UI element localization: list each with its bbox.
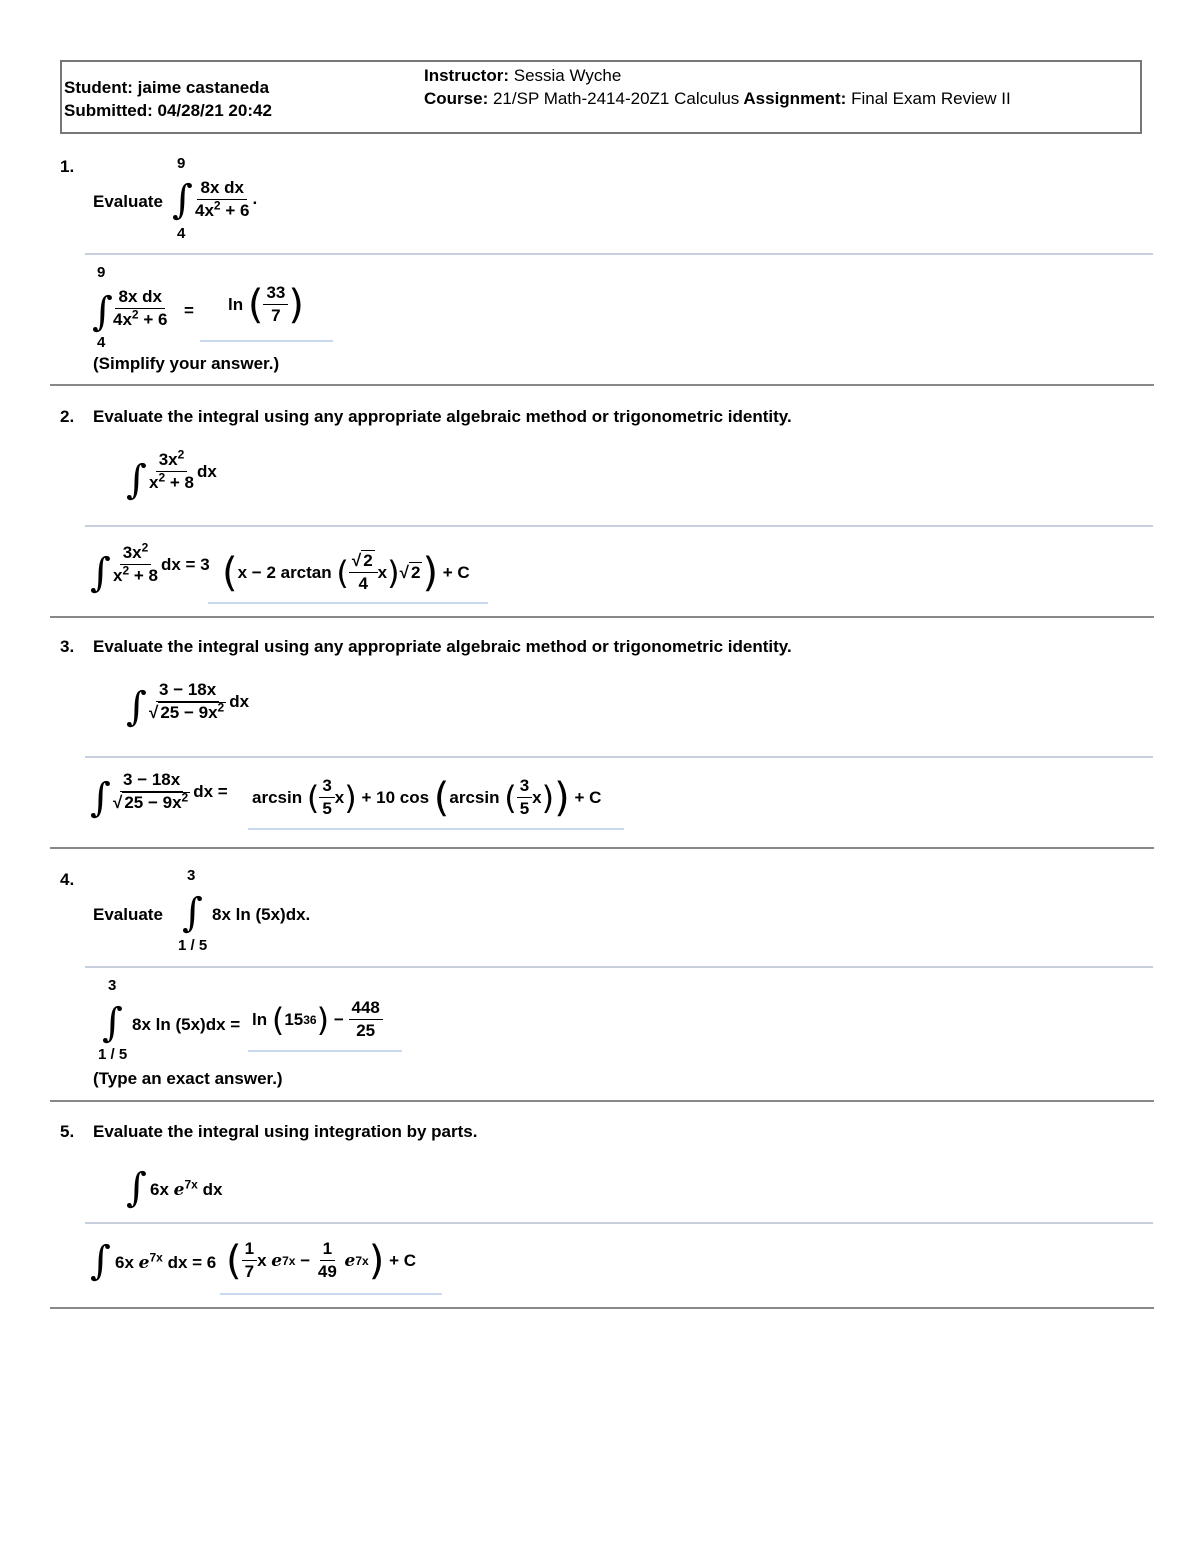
q1-ans-den-base: 4x — [113, 310, 132, 329]
q2-num-base: 3x — [158, 450, 178, 469]
q3-frac1-den: 5 — [322, 799, 332, 818]
q3-ans-integrand — [110, 770, 228, 813]
q1-prompt: Evaluate — [93, 192, 163, 211]
q4-ans-integrand: 8x ln (5x)dx = — [132, 1015, 241, 1034]
q1-ans-integral-sign: ∫ — [92, 289, 113, 335]
q5-number: 5. — [60, 1122, 75, 1141]
q5-lp: ( — [226, 1237, 242, 1284]
q2-root-sign: √ — [399, 562, 409, 582]
instructor-label: Instructor: — [424, 66, 509, 85]
q5-coef: 6x — [150, 1180, 169, 1199]
q1-ans-upper-limit: 9 — [97, 264, 106, 281]
q3-answer-underline — [248, 828, 624, 830]
q1-ans-den-exp: 2 — [131, 307, 139, 322]
q2-den-rest: + 8 — [165, 473, 194, 492]
q3-lp1: ( — [306, 778, 320, 817]
q5-exp: 7x — [184, 1177, 198, 1192]
q5-frac2-den: 49 — [317, 1262, 337, 1281]
q3-ans-rad-base: 25 − 9x — [124, 793, 182, 812]
q3-frac1-num: 3 — [319, 776, 334, 798]
q4-ans-integral-sign: ∫ — [102, 1000, 123, 1046]
q3-lp3: ( — [504, 778, 517, 817]
header-box — [60, 60, 1142, 134]
q3-dx: dx — [229, 691, 250, 711]
q4-integrand: 8x ln (5x)dx. — [212, 905, 311, 924]
q1-separator — [85, 253, 1153, 255]
q4-answer-num: 448 — [349, 998, 383, 1020]
q2-answer-x: x — [377, 562, 388, 582]
q3-end-separator — [50, 847, 1154, 849]
q4-answer-den: 25 — [356, 1021, 376, 1040]
q2-separator — [85, 525, 1153, 527]
q5-ans-coef: 6x — [115, 1253, 134, 1272]
q4-hint: (Type an exact answer.) — [93, 1069, 283, 1088]
q2-sqrt-sign: √ — [351, 551, 362, 570]
submitted-date: 04/28/21 20:42 — [157, 101, 272, 120]
q2-answer[interactable] — [222, 551, 470, 594]
q4-upper-limit: 3 — [187, 867, 196, 884]
q3-ans-eq: dx = — [193, 781, 228, 801]
q2-ans-den-base: x — [113, 566, 123, 585]
q1-end-separator — [50, 384, 1154, 386]
q3-rad-exp: 2 — [217, 700, 225, 715]
q2-integrand — [146, 447, 217, 493]
q2-outer-left-paren: ( — [222, 549, 238, 596]
q2-ans-integrand — [110, 540, 210, 586]
q1-numerator: 8x dx — [197, 178, 246, 200]
assignment-label: Assignment: — [743, 89, 847, 108]
q4-number: 4. — [60, 870, 75, 889]
q1-right-paren: ) — [288, 281, 304, 328]
q2-ans-num-exp: 2 — [141, 540, 149, 555]
q4-ans-lower-limit: 1 / 5 — [98, 1046, 128, 1063]
q3-ans-integral-sign: ∫ — [90, 775, 111, 821]
q2-frac-num: 2 — [363, 551, 373, 570]
q5-answer-minus: − — [300, 1250, 311, 1270]
q2-ans-eq: dx = 3 — [161, 554, 210, 574]
q5-prompt: Evaluate the integral using integration by parts. — [93, 1122, 478, 1141]
q5-ans-eq: dx = 6 — [167, 1253, 217, 1272]
course-info — [424, 64, 1084, 110]
q1-den-base: 4x — [195, 201, 214, 220]
q1-den-exp: 2 — [213, 198, 221, 213]
q2-ans-integral-sign: ∫ — [90, 550, 111, 596]
q1-answer-den: 7 — [271, 306, 281, 325]
q5-ans-integral-sign: ∫ — [90, 1238, 111, 1284]
instructor-name: Sessia Wyche — [513, 66, 622, 85]
student-info — [64, 76, 272, 122]
q2-den-base: x — [149, 473, 159, 492]
q2-outer-right-paren: ) — [422, 549, 439, 596]
q3-frac2-num: 3 — [517, 776, 532, 798]
student-name: jaime castaneda — [137, 78, 270, 97]
q1-period: . — [252, 188, 258, 208]
q1-number: 1. — [60, 157, 75, 176]
q5-answer-underline — [220, 1293, 442, 1295]
q3-lp2: ( — [433, 774, 450, 821]
q3-ans-rad-exp: 2 — [181, 790, 189, 805]
q1-answer[interactable] — [228, 283, 304, 326]
q3-x2: x — [532, 787, 542, 807]
q4-end-separator — [50, 1100, 1154, 1102]
q5-integrand — [150, 1177, 223, 1200]
q4-rp: ) — [316, 1000, 330, 1039]
q1-lower-limit: 4 — [177, 225, 186, 242]
q1-equals: = — [184, 301, 194, 320]
q3-integral-sign: ∫ — [126, 684, 147, 730]
q4-answer-underline — [248, 1050, 402, 1052]
q3-ans-numerator: 3 − 18x — [120, 770, 183, 792]
q5-ans-e: e — [138, 1253, 150, 1273]
q1-integral-sign: ∫ — [172, 177, 193, 223]
q5-e: e — [173, 1180, 185, 1200]
q1-answer-fn: ln — [228, 294, 244, 314]
q5-end-separator — [50, 1307, 1154, 1309]
q5-integral-sign: ∫ — [126, 1165, 147, 1211]
q3-answer[interactable] — [252, 776, 601, 819]
q1-upper-limit: 9 — [177, 155, 186, 172]
q1-left-paren: ( — [247, 281, 264, 328]
q2-ans-den-exp: 2 — [122, 563, 130, 578]
q3-ans-root-sign: √ — [113, 793, 123, 812]
q4-answer-minus: − — [333, 1009, 344, 1029]
q3-integrand — [146, 680, 249, 723]
q2-inner-left-paren: ( — [336, 553, 349, 592]
q5-answer-e2: e — [344, 1250, 356, 1271]
q4-prompt: Evaluate — [93, 905, 163, 924]
q5-ans-exp: 7x — [149, 1250, 163, 1265]
q1-ans-lower-limit: 4 — [97, 334, 106, 351]
q4-lower-limit: 1 / 5 — [178, 937, 208, 954]
q5-answer-e1: e — [271, 1250, 283, 1271]
q3-prompt: Evaluate the integral using any appropriate algebraic method or trigonometric identity. — [93, 637, 792, 656]
q3-number: 3. — [60, 637, 75, 656]
q4-answer[interactable]: ln ( 15 36 ) − $\frac{448}{25}$ — [252, 998, 383, 1041]
q3-answer-fn1: arcsin — [252, 787, 303, 807]
q5-frac1-num: 1 — [242, 1239, 257, 1261]
q2-num-exp: 2 — [177, 447, 185, 462]
q5-ans-integrand — [115, 1250, 217, 1273]
q3-answer-c: + C — [574, 787, 602, 807]
q3-x1: x — [334, 787, 345, 807]
q1-answer-num: 33 — [263, 283, 288, 305]
q4-integral-sign: ∫ — [182, 890, 203, 936]
q1-den-rest: + 6 — [220, 201, 250, 220]
q3-rp2: ) — [554, 774, 570, 821]
q2-root-value: 2 — [410, 562, 421, 582]
q3-frac2-den: 5 — [519, 799, 530, 818]
q2-ans-den-rest: + 8 — [129, 566, 158, 585]
q1-ans-den-rest: + 6 — [138, 310, 168, 329]
q2-end-separator — [50, 616, 1154, 618]
q3-separator — [85, 756, 1153, 758]
q1-answer-underline — [200, 340, 333, 342]
q3-den-root-sign: √ — [149, 703, 159, 722]
q3-rad-base: 25 − 9x — [160, 703, 218, 722]
q5-frac2-num: 1 — [320, 1239, 335, 1261]
q4-ans-upper-limit: 3 — [108, 977, 117, 994]
assignment-name: Final Exam Review II — [851, 89, 1011, 108]
q2-answer-part-a: x − 2 arctan — [237, 562, 332, 582]
course-label: Course: — [424, 89, 489, 108]
q2-answer-underline — [208, 602, 488, 604]
q2-den-exp: 2 — [158, 470, 166, 485]
q2-number: 2. — [60, 407, 75, 426]
q2-frac-den: 4 — [358, 574, 368, 593]
q3-rp3: ) — [541, 778, 555, 817]
q2-ans-num-base: 3x — [122, 543, 142, 562]
q1-integrand — [192, 178, 257, 221]
q4-answer-fn: ln — [252, 1009, 268, 1029]
course-name: 21/SP Math-2414-20Z1 Calculus — [492, 89, 740, 108]
q4-answer-base: 15 — [284, 1009, 304, 1029]
q1-ans-numerator: 8x dx — [115, 287, 164, 309]
q1-hint: (Simplify your answer.) — [93, 354, 280, 373]
q5-answer-c: + C — [389, 1250, 416, 1270]
q2-dx: dx — [197, 461, 217, 481]
q3-numerator: 3 − 18x — [156, 680, 219, 702]
q5-separator — [85, 1222, 1153, 1224]
q3-answer-fn2: arcsin — [449, 787, 500, 807]
submitted-label: Submitted: — [64, 101, 153, 120]
q1-ans-integrand — [110, 287, 170, 330]
q3-rp1: ) — [344, 778, 357, 817]
q2-answer-c: + C — [442, 562, 470, 582]
q3-answer-mid: + 10 cos — [361, 787, 430, 807]
q4-lp: ( — [271, 1000, 285, 1039]
q2-integral-sign: ∫ — [126, 457, 147, 503]
q5-frac1-den: 7 — [244, 1262, 255, 1281]
q5-answer-x: x — [257, 1250, 267, 1270]
q5-rp: ) — [368, 1237, 385, 1284]
student-label: Student: — [64, 78, 133, 97]
q2-inner-right-paren: ) — [387, 553, 400, 592]
q5-dx: dx — [202, 1180, 223, 1199]
q5-answer[interactable]: ( $\frac{1}{7}$ x e 7x − $\frac{1}{49}$ e 7x ) + C — [226, 1237, 416, 1284]
q2-prompt: Evaluate the integral using any appropriate algebraic method or trigonometric identity. — [93, 407, 792, 426]
q4-separator — [85, 966, 1153, 968]
